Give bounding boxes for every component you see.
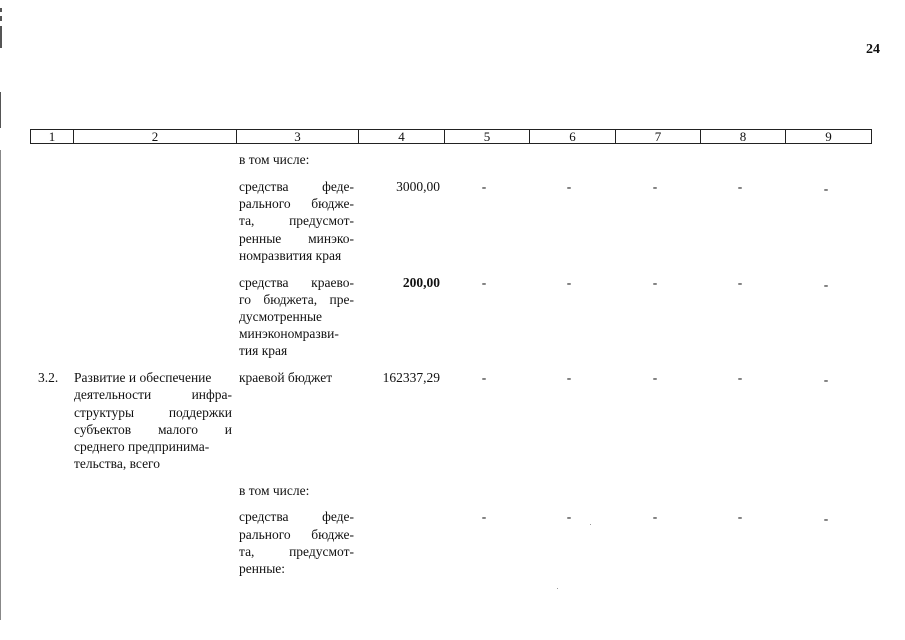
source-line: номразвития края <box>239 248 342 263</box>
scan-speck <box>590 524 591 525</box>
scan-edge-mark <box>0 16 2 21</box>
source-line: средства феде- <box>239 179 354 194</box>
header-col-1: 1 <box>31 130 74 143</box>
source-line: тия края <box>239 343 288 358</box>
amount-value: 162337,29 <box>382 370 440 385</box>
dash-col-8: - <box>737 370 743 385</box>
source-line: ренные: <box>239 561 286 576</box>
column-number-header <box>30 129 872 144</box>
dash-col-6: - <box>566 509 572 524</box>
page-number: 24 <box>866 42 880 57</box>
header-col-6: 6 <box>530 130 616 143</box>
source-line: рального бюдже- <box>239 196 354 211</box>
scan-edge-mark <box>0 8 2 12</box>
dash-col-9: - <box>823 511 829 526</box>
source-line: средства краево- <box>239 275 354 290</box>
dash-col-5: - <box>481 370 487 385</box>
header-col-4: 4 <box>359 130 445 143</box>
dash-col-8: - <box>737 509 743 524</box>
dash-col-9: - <box>823 372 829 387</box>
scan-speck <box>557 588 558 589</box>
source-subtotal-label: в том числе: <box>239 483 310 498</box>
scan-edge-mark <box>0 150 1 620</box>
dash-col-8: - <box>737 179 743 194</box>
source-line: дусмотренные <box>239 309 323 324</box>
dash-col-9: - <box>823 277 829 292</box>
amount-value: 3000,00 <box>396 179 440 194</box>
amount-value: 200,00 <box>402 275 440 290</box>
item-number: 3.2. <box>38 370 59 385</box>
dash-col-6: - <box>566 275 572 290</box>
item-description-line: субъектов малого и <box>74 422 232 437</box>
header-col-3: 3 <box>237 130 359 143</box>
item-description-line: Развитие и обеспечение <box>74 370 212 385</box>
dash-col-6: - <box>566 179 572 194</box>
source-line: минэкономразви- <box>239 326 339 341</box>
source-line: рального бюдже- <box>239 527 354 542</box>
source-line: краевой бюджет <box>239 370 333 385</box>
source-line: ренные минэко- <box>239 231 354 246</box>
dash-col-5: - <box>481 275 487 290</box>
item-description-line: структуры поддержки <box>74 405 232 420</box>
scan-edge-mark <box>0 92 1 128</box>
source-line: го бюджета, пре- <box>239 292 354 307</box>
source-line: та, предусмот- <box>239 544 354 559</box>
dash-col-9: - <box>823 181 829 196</box>
item-description-line: тельства, всего <box>74 456 161 471</box>
dash-col-7: - <box>652 275 658 290</box>
item-description-line: деятельности инфра- <box>74 387 232 402</box>
scan-edge-mark <box>0 26 2 48</box>
dash-col-6: - <box>566 370 572 385</box>
header-col-2: 2 <box>74 130 237 143</box>
dash-col-8: - <box>737 275 743 290</box>
header-col-7: 7 <box>616 130 701 143</box>
item-description-line: среднего предпринима- <box>74 439 210 454</box>
source-line: та, предусмот- <box>239 213 354 228</box>
header-col-5: 5 <box>445 130 530 143</box>
dash-col-5: - <box>481 179 487 194</box>
source-line: средства феде- <box>239 509 354 524</box>
source-subtotal-label: в том числе: <box>239 152 310 167</box>
dash-col-5: - <box>481 509 487 524</box>
header-col-8: 8 <box>701 130 786 143</box>
dash-col-7: - <box>652 179 658 194</box>
dash-col-7: - <box>652 370 658 385</box>
header-col-9: 9 <box>825 129 832 144</box>
dash-col-7: - <box>652 509 658 524</box>
